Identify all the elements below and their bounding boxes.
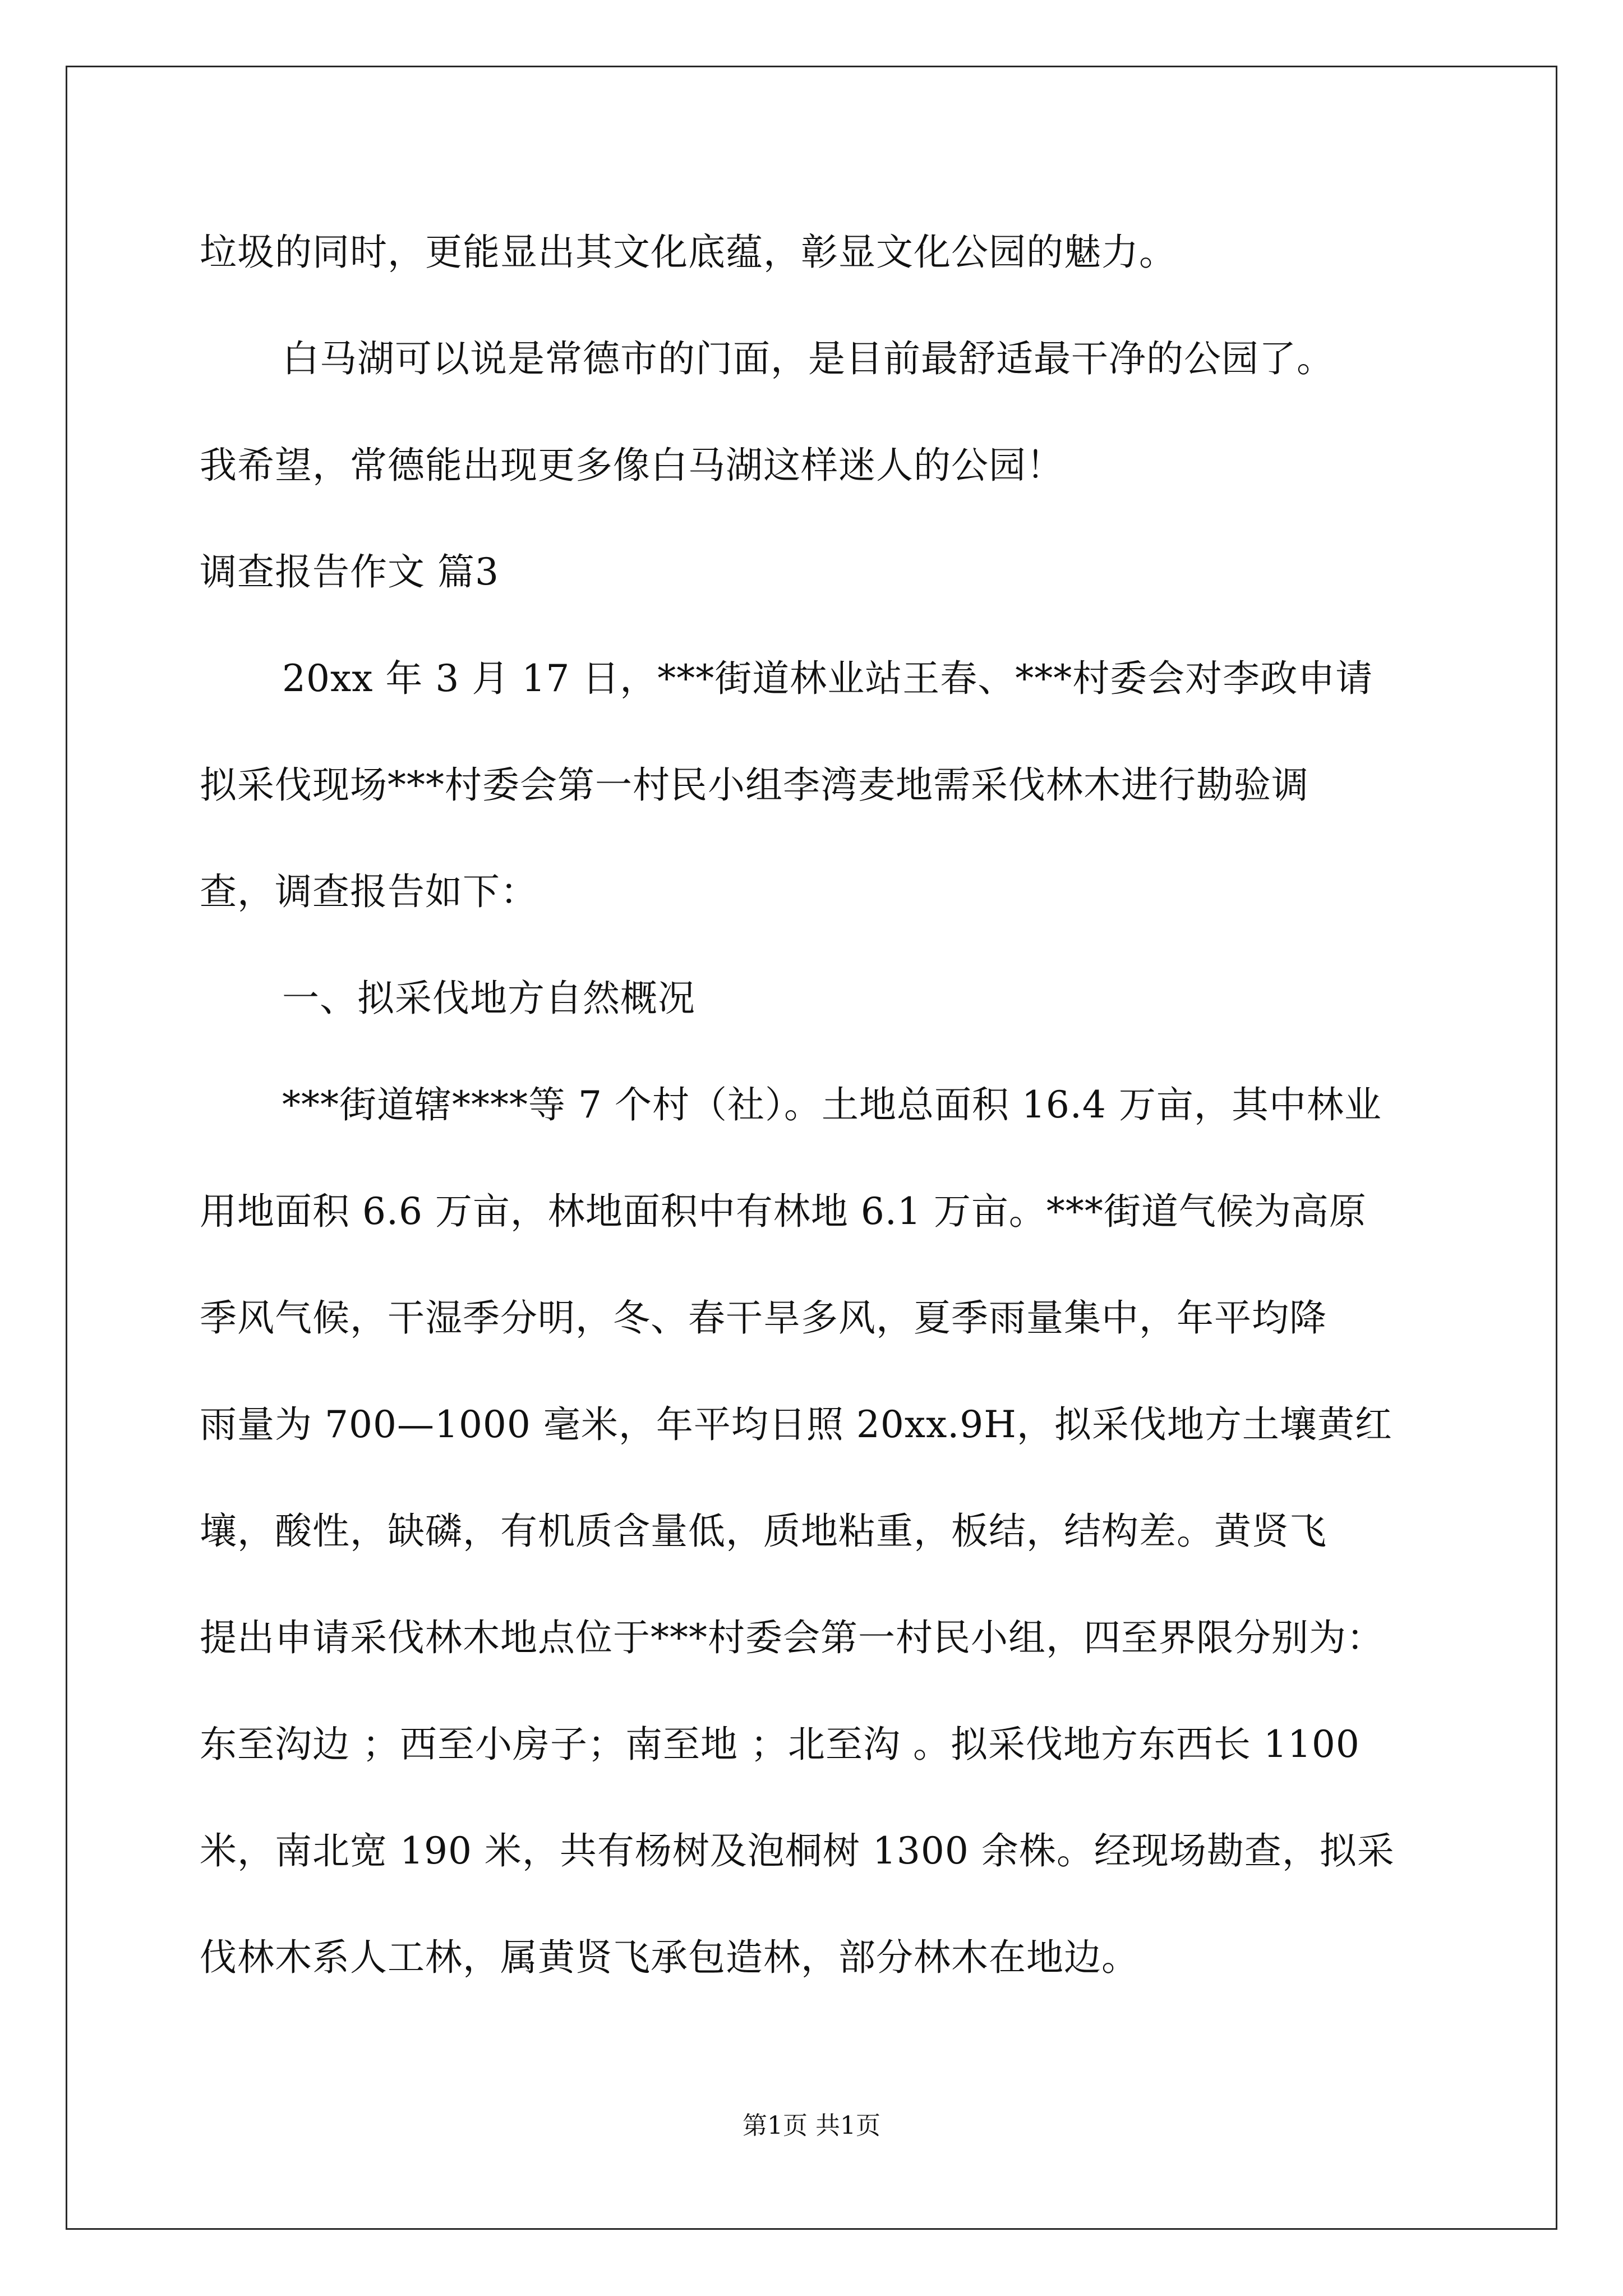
page-footer: 第1页 共1页 (743, 2111, 880, 2140)
subheading-1: 一、拟采伐地方自然概况 (282, 977, 695, 1020)
paragraph-4-line-6: 提出申请采伐林木地点位于***村委会第一村民小组，四至界限分别为： (200, 1616, 1384, 1659)
paragraph-4-line-5: 壤，酸性，缺磷，有机质含量低，质地粘重，板结，结构差。黄贤飞 (200, 1510, 1327, 1553)
paragraph-3-line-1: 20xx 年 3 月 17 日，***街道林业站王春、***村委会对李政申请 (282, 657, 1373, 700)
page-border (66, 66, 1557, 2230)
paragraph-4-line-9: 伐林木系人工林，属黄贤飞承包造林，部分林木在地边。 (200, 1936, 1139, 1979)
paragraph-4-line-2: 用地面积 6.6 万亩，林地面积中有林地 6.1 万亩。***街道气候为高原 (200, 1190, 1367, 1233)
paragraph-2-line-1: 白马湖可以说是常德市的门面，是目前最舒适最干净的公园了。 (282, 337, 1334, 380)
paragraph-4-line-7: 东至沟边 ；西至小房子；南至地 ；北至沟 。拟采伐地方东西长 1100 (200, 1723, 1360, 1766)
paragraph-2-line-2: 我希望，常德能出现更多像白马湖这样迷人的公园！ (200, 444, 1064, 487)
paragraph-3-line-2: 拟采伐现场***村委会第一村民小组李湾麦地需采伐林木进行勘验调 (200, 763, 1309, 807)
paragraph-4-line-1: ***街道辖****等 7 个村（社）。土地总面积 16.4 万亩，其中林业 (282, 1083, 1382, 1126)
paragraph-4-line-3: 季风气候，干湿季分明，冬、春干旱多风，夏季雨量集中，年平均降 (200, 1296, 1327, 1340)
paragraph-3-line-3: 查，调查报告如下： (200, 870, 538, 913)
paragraph-4-line-8: 米，南北宽 190 米，共有杨树及泡桐树 1300 余株。经现场勘查，拟采 (200, 1829, 1395, 1872)
paragraph-4-line-4: 雨量为 700—1000 毫米，年平均日照 20xx.9H，拟采伐地方土壤黄红 (200, 1403, 1393, 1446)
section-heading: 调查报告作文 篇3 (200, 550, 499, 593)
paragraph-1-line-1: 垃圾的同时，更能显出其文化底蕴，彰显文化公园的魅力。 (200, 231, 1177, 274)
